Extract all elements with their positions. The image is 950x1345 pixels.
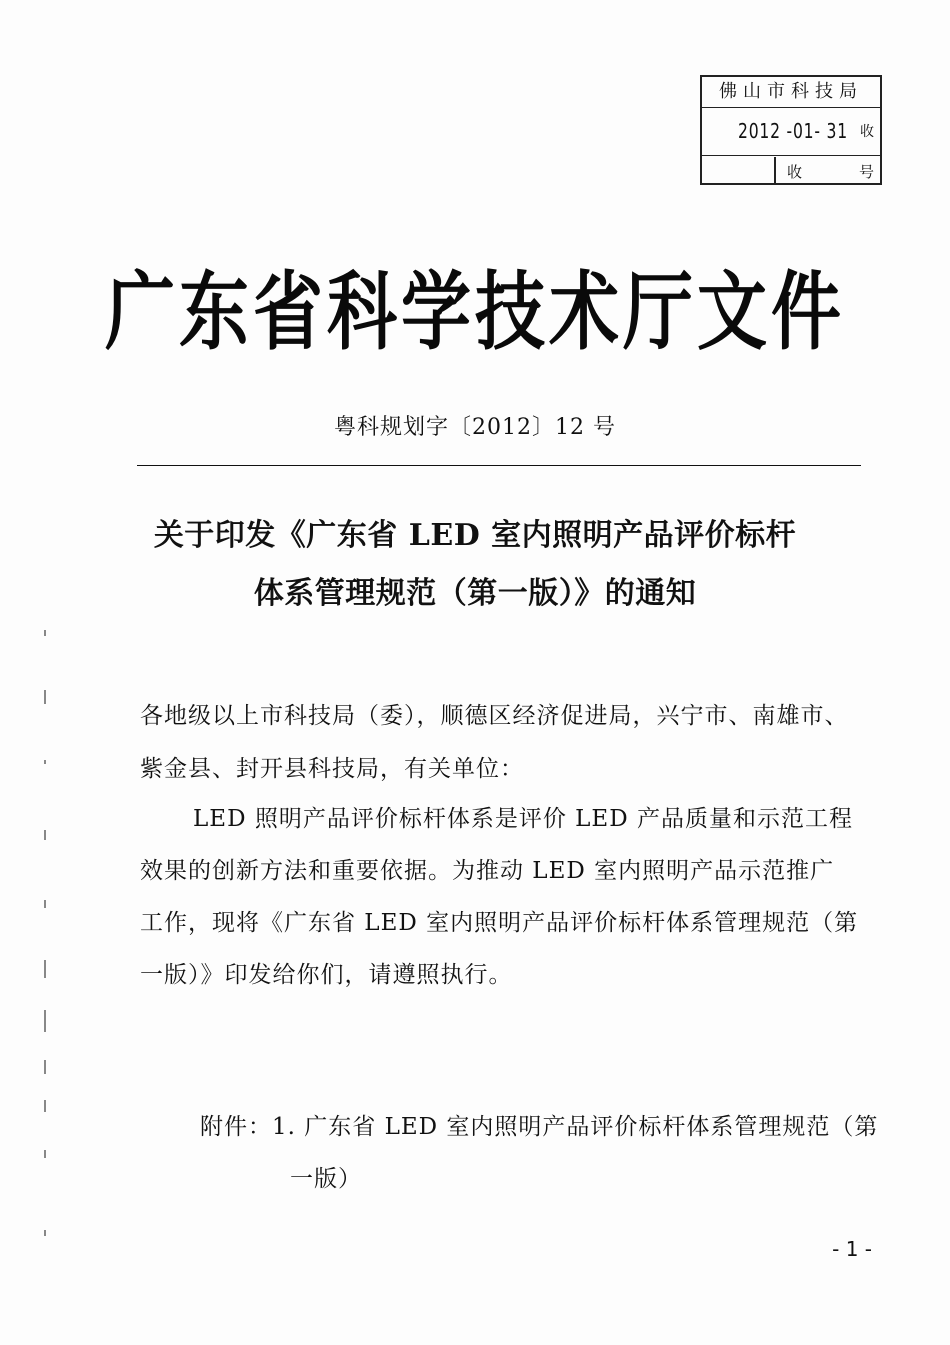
- scan-artifact: [44, 630, 46, 636]
- addressee-line1: 各地级以上市科技局（委），顺德区经济促进局，兴宁市、南雄市、: [140, 703, 849, 729]
- stamp-num-label: 号: [858, 163, 874, 181]
- stamp-number-row: [702, 157, 880, 183]
- notice-title-line1: 关于印发《广东省 LED 室内照明产品评价标杆: [153, 518, 797, 553]
- paragraph-line2: 效果的创新方法和重要依据。为推动 LED 室内照明产品示范推广: [140, 858, 835, 884]
- received-stamp: [700, 75, 882, 185]
- attachment-line2: 一版）: [290, 1166, 362, 1192]
- scan-artifact: [44, 960, 46, 978]
- document-number: 粤科规划字〔2012〕12 号: [334, 415, 616, 440]
- paragraph-line1: LED 照明产品评价标杆体系是评价 LED 产品质量和示范工程: [193, 806, 853, 832]
- scan-artifact: [44, 1230, 46, 1236]
- scan-artifact: [44, 690, 46, 704]
- scan-artifact: [44, 1100, 46, 1112]
- document-header: 广东省科学技术厅文件: [105, 262, 845, 363]
- paragraph-line4: 一版）》印发给你们，请遵照执行。: [140, 962, 513, 988]
- scan-artifact: [44, 830, 46, 840]
- page-number: - 1 -: [832, 1237, 872, 1261]
- notice-title-line2: 体系管理规范（第一版）》的通知: [253, 576, 697, 611]
- scan-artifact: [44, 900, 46, 908]
- stamp-divider: [774, 157, 776, 183]
- header-rule: [137, 465, 861, 466]
- stamp-date-row: [702, 107, 880, 156]
- stamp-date-label: 收: [860, 124, 874, 140]
- stamp-recv-label: 收: [787, 163, 807, 181]
- scan-artifact: [44, 1010, 46, 1032]
- addressee-line2: 紫金县、封开县科技局，有关单位：: [140, 756, 524, 782]
- scan-artifact: [44, 1060, 46, 1074]
- scan-artifact: [44, 760, 46, 764]
- stamp-org: 佛山市科技局: [702, 77, 880, 108]
- paragraph-line3: 工作，现将《广东省 LED 室内照明产品评价标杆体系管理规范（第: [140, 910, 859, 936]
- scan-artifact: [44, 1150, 46, 1158]
- stamp-date: 2012 -01- 31: [738, 119, 848, 143]
- attachment-line1: 附件：1. 广东省 LED 室内照明产品评价标杆体系管理规范（第: [200, 1114, 879, 1140]
